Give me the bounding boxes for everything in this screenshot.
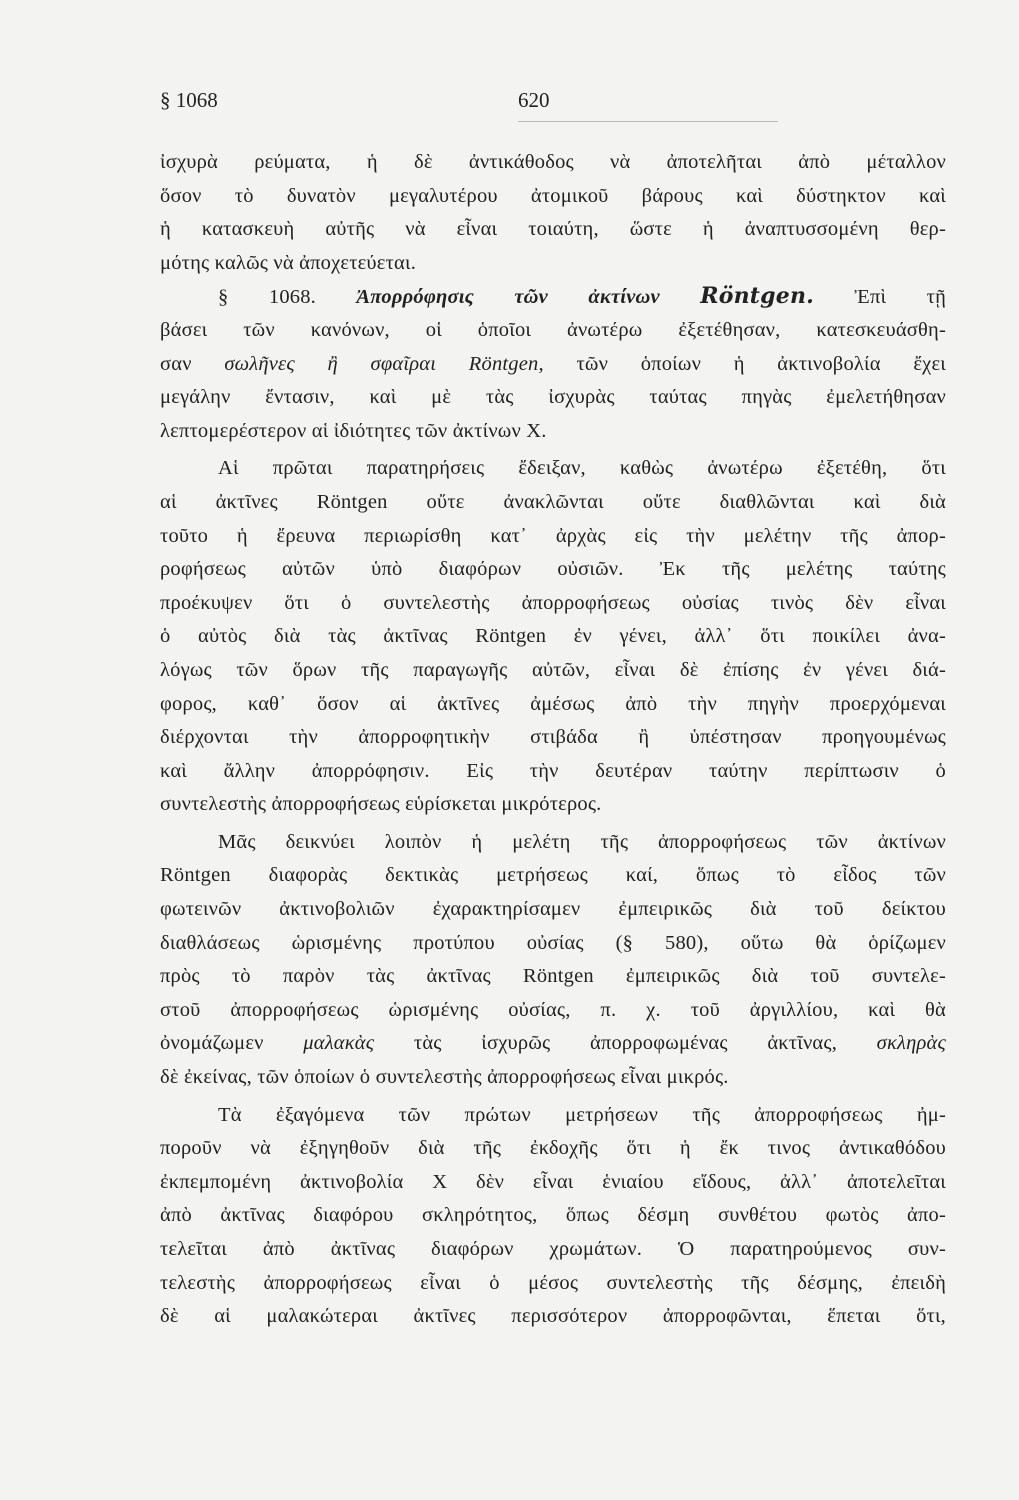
text-line	[160, 1027, 946, 1061]
text-line: καὶ ἄλλην ἀπορρόφησιν. Εἰς τὴν δευτέραν ταύτην περίπτωσιν ὁ	[160, 759, 946, 782]
text-fragment: ὀνομάζωμεν	[160, 1032, 304, 1055]
text-fragment: Ἐπὶ τῇ	[814, 286, 946, 309]
text-line: δὲ ἐκείνας, τῶν ὁποίων ὁ συντελεστὴς ἀπορροφήσεως εἶναι μικρός.	[160, 1066, 729, 1089]
text-line: λεπτομερέστερον αἱ ἰδιότητες τῶν ἀκτίνων Χ.	[160, 419, 547, 442]
text-line: ἡ κατασκευὴ αὐτῆς νὰ εἶναι τοιαύτη, ὥστε ἡ ἀναπτυσσομένη θερ-	[160, 218, 946, 241]
italic-term: σωλῆνες ἢ σφαῖραι Röntgen,	[224, 352, 544, 375]
running-header	[160, 88, 950, 118]
header-rule	[518, 121, 778, 122]
text-line: δὲ αἱ μαλακώτεραι ἀκτῖνες περισσότερον ἀπορροφῶνται, ἕπεται ὅτι,	[160, 1305, 946, 1328]
text-line: διέρχονται τὴν ἀπορροφητικὴν στιβάδα ἢ ὑπέστησαν προηγουμένως	[160, 726, 946, 749]
text-line: προέκυψεν ὅτι ὁ συντελεστὴς ἀπορροφήσεως οὐσίας τινὸς δὲν εἶναι	[160, 591, 946, 614]
text-line: Αἱ πρῶται παρατηρήσεις ἔδειξαν, καθὼς ἀνωτέρω ἐξετέθη, ὅτι	[218, 457, 946, 480]
body-text	[160, 146, 946, 1334]
section-marker: § 1068	[160, 88, 218, 112]
text-line: τοῦτο ἡ ἔρευνα περιωρίσθη κατ᾽ ἀρχὰς εἰς τὴν μελέτην τῆς ἀπορ-	[160, 524, 946, 547]
text-fragment: τῶν ὁποίων ἡ ἀκτινοβολία ἔχει	[543, 352, 946, 375]
section-title-name: Röntgen.	[700, 283, 814, 310]
text-line: φωτεινῶν ἀκτινοβολιῶν ἐχαρακτηρίσαμεν ἐμπειρικῶς διὰ τοῦ δείκτου	[160, 898, 946, 921]
text-fragment: τὰς ἰσχυρῶς ἀπορροφωμένας ἀκτῖνας,	[374, 1032, 877, 1055]
text-line: πρὸς τὸ παρὸν τὰς ἀκτῖνας Röntgen ἐμπειρικῶς διὰ τοῦ συντελε-	[160, 965, 946, 988]
text-line: φορος, καθ᾽ ὅσον αἱ ἀκτῖνες ἀμέσως ἀπὸ τὴν πηγὴν προερχόμεναι	[160, 692, 946, 715]
text-line: ἀπὸ ἀκτῖνας διαφόρου σκληρότητος, ὅπως δέσμη συνθέτου φωτὸς ἀπο-	[160, 1204, 946, 1227]
text-line: βάσει τῶν κανόνων, οἱ ὁποῖοι ἀνωτέρω ἐξετέθησαν, κατεσκευάσθη-	[160, 318, 946, 341]
section-heading-line	[160, 280, 946, 314]
text-line: μεγάλην ἔντασιν, καὶ μὲ τὰς ἰσχυρὰς ταύτας πηγὰς ἐμελετήθησαν	[160, 386, 946, 409]
text-line: ἐκπεμπομένη ἀκτινοβολία Χ δὲν εἶναι ἑνιαίου εἴδους, ἀλλ᾽ ἀποτελεῖται	[160, 1170, 946, 1193]
text-line: ποροῦν νὰ ἐξηγηθοῦν διὰ τῆς ἐκδοχῆς ὅτι ἡ ἔκ τινος ἀντικαθόδου	[160, 1137, 946, 1160]
text-line: τελεῖται ἀπὸ ἀκτῖνας διαφόρων χρωμάτων. Ὁ παρατηρούμενος συν-	[160, 1238, 946, 1260]
text-line: διαθλάσεως ὡρισμένης προτύπου οὐσίας (§ 580), οὕτω θὰ ὁρίζωμεν	[160, 931, 946, 954]
text-line: στοῦ ἀπορροφήσεως ὡρισμένης οὐσίας, π. χ. τοῦ ἀργιλλίου, καὶ θὰ	[160, 998, 946, 1021]
text-line: ροφήσεως αὐτῶν ὑπὸ διαφόρων οὐσιῶν. Ἐκ τῆς μελέτης ταύτης	[160, 558, 946, 581]
text-line: Röntgen διαφορὰς δεκτικὰς μετρήσεως καί, ὅπως τὸ εἶδος τῶν	[160, 864, 946, 887]
text-line: τελεστὴς ἀπορροφήσεως εἶναι ὁ μέσος συντελεστὴς τῆς δέσμης, ἐπειδὴ	[160, 1271, 946, 1294]
italic-term: μαλακὰς	[303, 1032, 375, 1055]
text-line: ὅσον τὸ δυνατὸν μεγαλυτέρου ἀτομικοῦ βάρους καὶ δύστηκτον καὶ	[160, 184, 946, 207]
text-fragment: σαν	[160, 352, 225, 375]
page-number: 620	[518, 88, 550, 112]
section-title: Ἀπορρόφησις τῶν ἀκτίνων	[356, 286, 660, 309]
text-line: ἰσχυρὰ ρεύματα, ἡ δὲ ἀντικάθοδος νὰ ἀποτελῆται ἀπὸ μέταλλον	[160, 151, 946, 173]
text-line: μότης καλῶς νὰ ἀποχετεύεται.	[160, 251, 417, 274]
text-line: αἱ ἀκτῖνες Röntgen οὔτε ἀνακλῶνται οὔτε διαθλῶνται καὶ διὰ	[160, 490, 946, 513]
text-line: Τὰ ἐξαγόμενα τῶν πρώτων μετρήσεων τῆς ἀπορροφήσεως ἠμ-	[218, 1103, 946, 1126]
text-line: Μᾶς δεικνύει λοιπὸν ἡ μελέτη τῆς ἀπορροφήσεως τῶν ἀκτίνων	[218, 830, 946, 853]
text-line: συντελεστὴς ἀπορροφήσεως εὑρίσκεται μικρότερος.	[160, 793, 602, 816]
text-line: λόγως τῶν ὅρων τῆς παραγωγῆς αὐτῶν, εἶναι δὲ ἐπίσης ἐν γένει διά-	[160, 658, 946, 681]
text-line: ὁ αὐτὸς διὰ τὰς ἀκτῖνας Röntgen ἐν γένει, ἀλλ᾽ ὅτι ποικίλει ἀνα-	[160, 625, 946, 648]
text-line	[160, 348, 946, 382]
section-number: § 1068.	[218, 286, 357, 309]
italic-term: σκληρὰς	[876, 1032, 946, 1055]
